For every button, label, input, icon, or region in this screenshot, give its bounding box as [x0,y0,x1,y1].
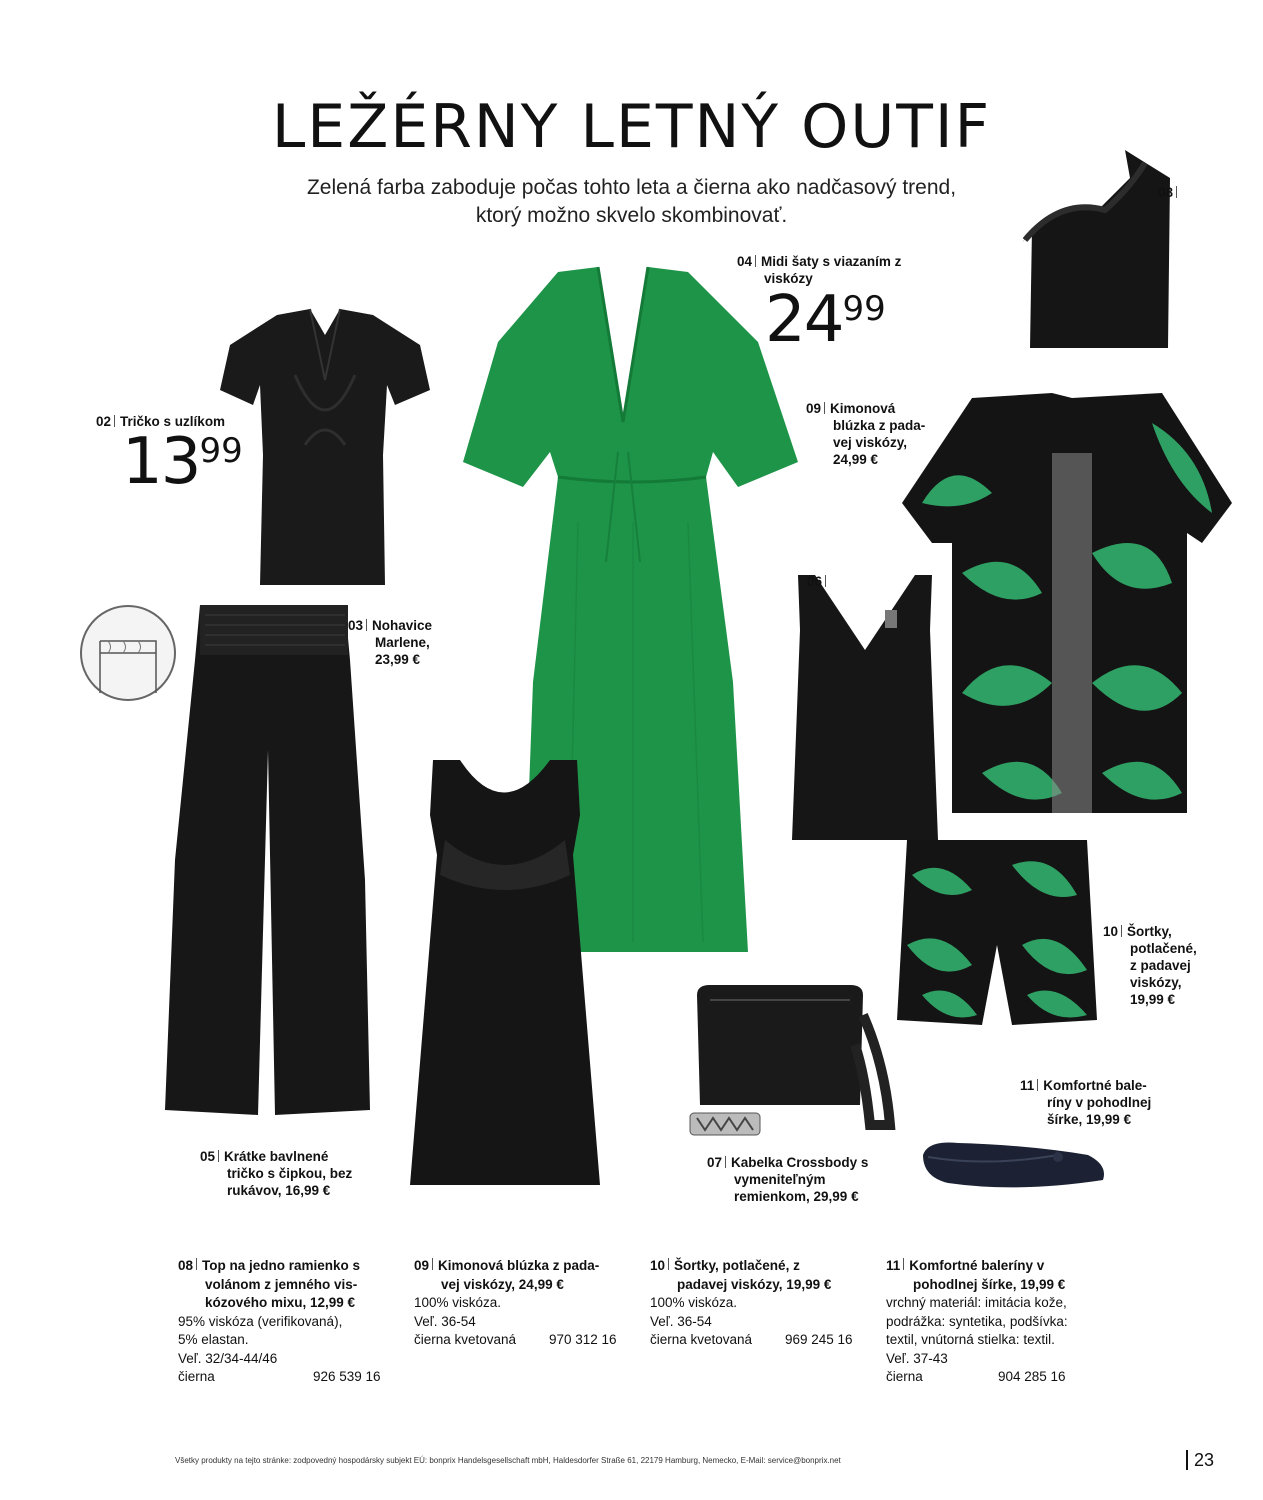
label-p07: 07 Kabelka Crossbody s vymeniteľným remienkom, 29,99 € [707,1155,869,1204]
label-p02: 02 Tričko s uzlíkom [96,414,226,429]
price-p02: 1399 [122,425,243,499]
page-title: LEŽÉRNY LETNÝ OUTIF [271,92,992,162]
label-p05: 05 Krátke bavlnené tričko s čipkou, bez rukávov, 16,99 € [200,1149,353,1198]
label-p06: 06 [807,573,831,590]
detail-column-09: 09 Kimonová blúzka z pada- vej viskózy, 24,99 € 100% viskóza. Veľ. 36-54 čierna kvetovaná 970 312 16 [414,1258,617,1347]
detail-column-10: 10 Šortky, potlačené, z padavej viskózy, 19,99 € 100% viskóza. Veľ. 36-54 čierna kvetovaná 969 245 16 [650,1258,853,1347]
label-p11: 11 Komfortné bale- ríny v pohodlnej šírke, 19,99 € [1020,1078,1152,1127]
wide-trousers-image[interactable] [160,600,370,1120]
detail-column-11: 11 Komfortné baleríny v pohodlnej šírke, 19,99 € vrchný materiál: imitácia kože, podrážka: syntetika, podšívka: textil, vnútorná stielka: textil. Veľ. 37-43 čierna 904 285 16 [886,1258,1068,1384]
page-number: 23 [1186,1450,1214,1470]
printed-kimono-image[interactable] [902,393,1232,818]
ballerina-flats-image[interactable] [918,1125,1108,1195]
label-p03: 03 Nohavice Marlene, 23,99 € [348,618,433,667]
printed-shorts-image[interactable] [892,835,1102,1030]
label-p08: 08 [1158,184,1182,201]
label-p10: 10 Šortky, potlačené, z padavej viskózy, 19,99 € [1103,924,1197,1007]
waistband-detail-icon [78,603,178,703]
lace-sleeveless-dress-image[interactable] [405,755,605,1185]
detail-column-08: 08 Top na jedno ramienko s volánom z jemného vis- kózového mixu, 12,99 € 95% viskóza (verifikovaná), 5% elastan. Veľ. 32/34-44/46 čierna 926 539 16 [178,1258,381,1384]
page-subtitle: Zelená farba zaboduje počas tohto leta a čierna ako nadčasový trend, ktorý možno skvelo skombinovať. [306,176,957,227]
twist-top-image[interactable] [215,305,435,590]
price-p04: 2499 [765,283,886,357]
one-shoulder-top-image[interactable] [1020,148,1180,353]
crossbody-bag-image[interactable] [685,985,900,1145]
legal-footer: Všetky produkty na tejto stránke: zodpovedný hospodársky subjekt EÚ: bonprix Handelsgesellschaft mbH, Haldesdorfer Straße 61, 22179 Hamburg, Nemecko, E-Mail: service@bonprix.net [175,1456,841,1465]
label-p04: 04 Midi šaty s viazaním z viskózy [737,254,902,286]
label-p09: 09 Kimonová blúzka z pada- vej viskózy, 24,99 € [806,401,926,467]
